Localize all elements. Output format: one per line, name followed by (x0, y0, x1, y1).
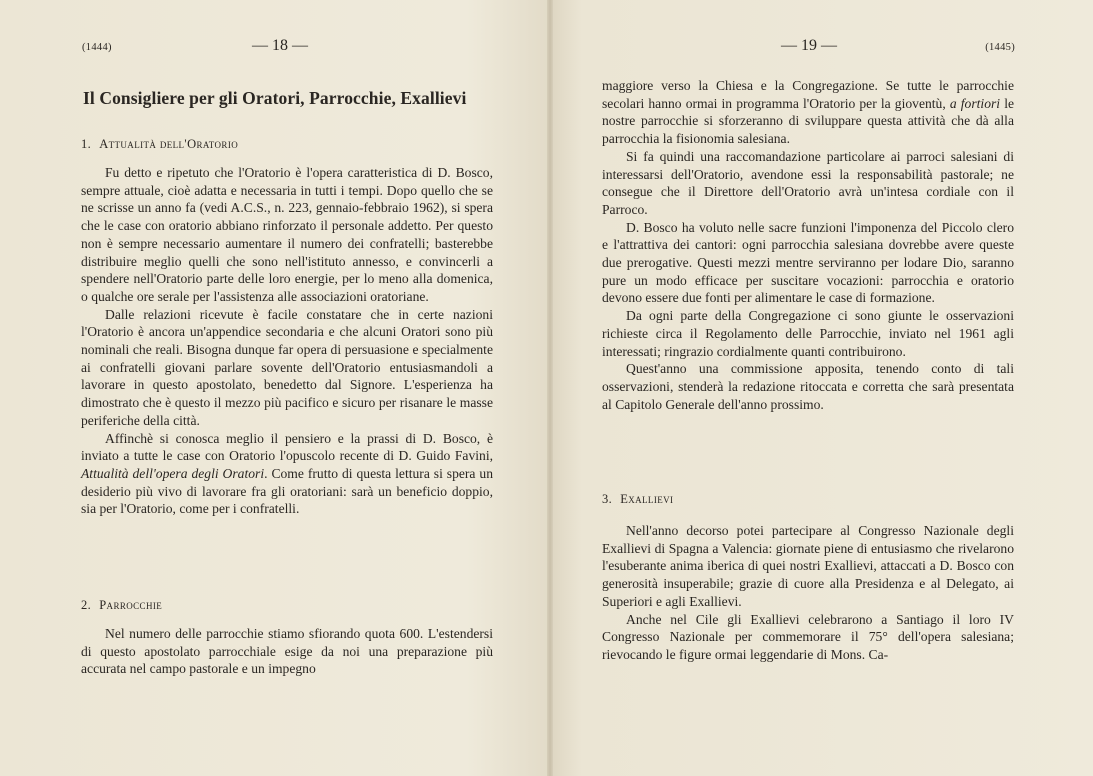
right-page (549, 0, 1093, 776)
section-1-title: Attualità dell'Oratorio (99, 137, 239, 151)
paragraph: Anche nel Cile gli Exallievi celebrarono a Santiago il loro IV Congresso Nazionale per commemorare il 75° dell'opera salesiana; rievocando le figure ormai leggendarie di Mons. Ca- (602, 611, 1014, 662)
section-3-title: Exallievi (620, 492, 674, 506)
section-1-body (81, 164, 493, 518)
section-3-heading (602, 492, 673, 507)
right-page-number: — 19 — (781, 37, 837, 54)
paragraph: Si fa quindi una raccomandazione particolare ai parroci salesiani di interessarsi dell'Oratorio, avendone essi la responsabilità pastorale; ne consegue che il Direttore dell'Oratorio avrà un'intesa cordiale con il Parroco. (602, 148, 1014, 217)
section-2-title: Parrocchie (99, 598, 163, 612)
paragraph: Quest'anno una commissione apposita, tenendo conto di tali osservazioni, stenderà la redazione ritoccata e corretta che sarà presentata al Capitolo Generale dell'anno prossimo. (602, 361, 1014, 412)
paragraph: Dalle relazioni ricevute è facile constatare che in certe nazioni l'Oratorio è ancora un'appendice secondaria e che alcuni Oratori sono più nominali che reali. Bisogna dunque far opera di persuasione e specialmente ai confratelli giovani parlare sovente dell'Oratorio entusiasmandoli a lavorare in questo apostolato, benedetto dal Signore. L'esperienza ha dimostrato che è questo il mezzo più pacifico e sicuro per risanare le masse periferiche della città. (81, 306, 493, 428)
section-2-heading (81, 598, 162, 613)
paragraph: Nell'anno decorso potei partecipare al Congresso Nazionale degli Exallievi di Spagna a Valencia: giornate piene di entusiasmo che rivelarono l'esuberante anima iberica di quei nostri Exallievi, attaccati a D. Bosco con generosità insuperabile; grazie di cuore alla Presidenza e al Delegato, ai Superiori e agli Exallievi. (602, 523, 1014, 609)
article-title: Il Consigliere per gli Oratori, Parrocchie, Exallievi (83, 88, 467, 108)
latin-phrase: a fortiori (949, 95, 1001, 111)
section-1-number: 1. (81, 137, 92, 151)
right-folio: (1445) (985, 42, 1015, 53)
section-2-body (81, 625, 493, 678)
paragraph: Fu detto e ripetuto che l'Oratorio è l'opera caratteristica di D. Bosco, sempre attuale, cioè adatta e necessaria in tutti i tempi. Dopo quello che se ne scrisse un anno fa (vedi A.C.S., n. 223, gennaio-febbraio 1962), si spera che le case con oratorio abbiano rinforzato il personale addetto. Per questo non è sempre necessario aumentare il numero dei confratelli; basterebbe distribuire meglio quelli che sono nell'istituto annesso, e convincerli a spendere nell'Oratorio parte delle loro energie, per lo meno alla domenica, o qualche ore serale per l'assistenza alle associazioni oratoriane. (81, 165, 493, 304)
paragraph: Da ogni parte della Congregazione ci sono giunte le osservazioni richieste circa il Regolamento delle Parrocchie, inviato nel 1961 agli interessati; ringrazio cordialmente quanti contribuirono. (602, 308, 1014, 359)
continued-body (602, 77, 1014, 413)
section-2-number: 2. (81, 598, 92, 612)
section-3-number: 3. (602, 492, 613, 506)
book-title: Attualità dell'opera degli Oratori (81, 465, 265, 481)
section-1-heading (81, 137, 238, 152)
book-gutter (547, 0, 553, 776)
left-folio: (1444) (82, 42, 112, 53)
paragraph: Affinchè si conosca meglio il pensiero e la prassi di D. Bosco, è inviato a tutte le case con Oratorio l'opuscolo recente di D. Guido Favini, Attualità dell'opera degli Oratori. Come frutto di questa lettura si spera un desiderio più vivo di lavorare fra gli oratoriani: sarà un beneficio doppio, sia per l'Oratorio, come per i confratelli. (81, 430, 493, 517)
left-page-number: — 18 — (252, 37, 308, 54)
section-3-body (602, 522, 1014, 664)
paragraph: Nel numero delle parrocchie stiamo sfiorando quota 600. L'estendersi di questo apostolato parrocchiale esige da noi una preparazione più accurata nel campo pastorale e un impegno (81, 626, 493, 677)
paragraph: maggiore verso la Chiesa e la Congregazione. Se tutte le parrocchie secolari hanno ormai in programma l'Oratorio per la gioventù, a fortiori le nostre parrocchie si sforzeranno di sviluppare questa attività che dà alla parrocchia la fisionomia salesiana. (602, 78, 1015, 147)
paragraph: D. Bosco ha voluto nelle sacre funzioni l'imponenza del Piccolo clero e l'attrattiva dei cantori: ogni parrocchia salesiana dovrebbe avere queste due prerogative. Questi mezzi mentre serviranno per lodare Dio, saranno pure un modo efficace per suscitare vocazioni: parrocchia e oratorio devono essere due fonti per alimentare le case di formazione. (602, 219, 1014, 306)
